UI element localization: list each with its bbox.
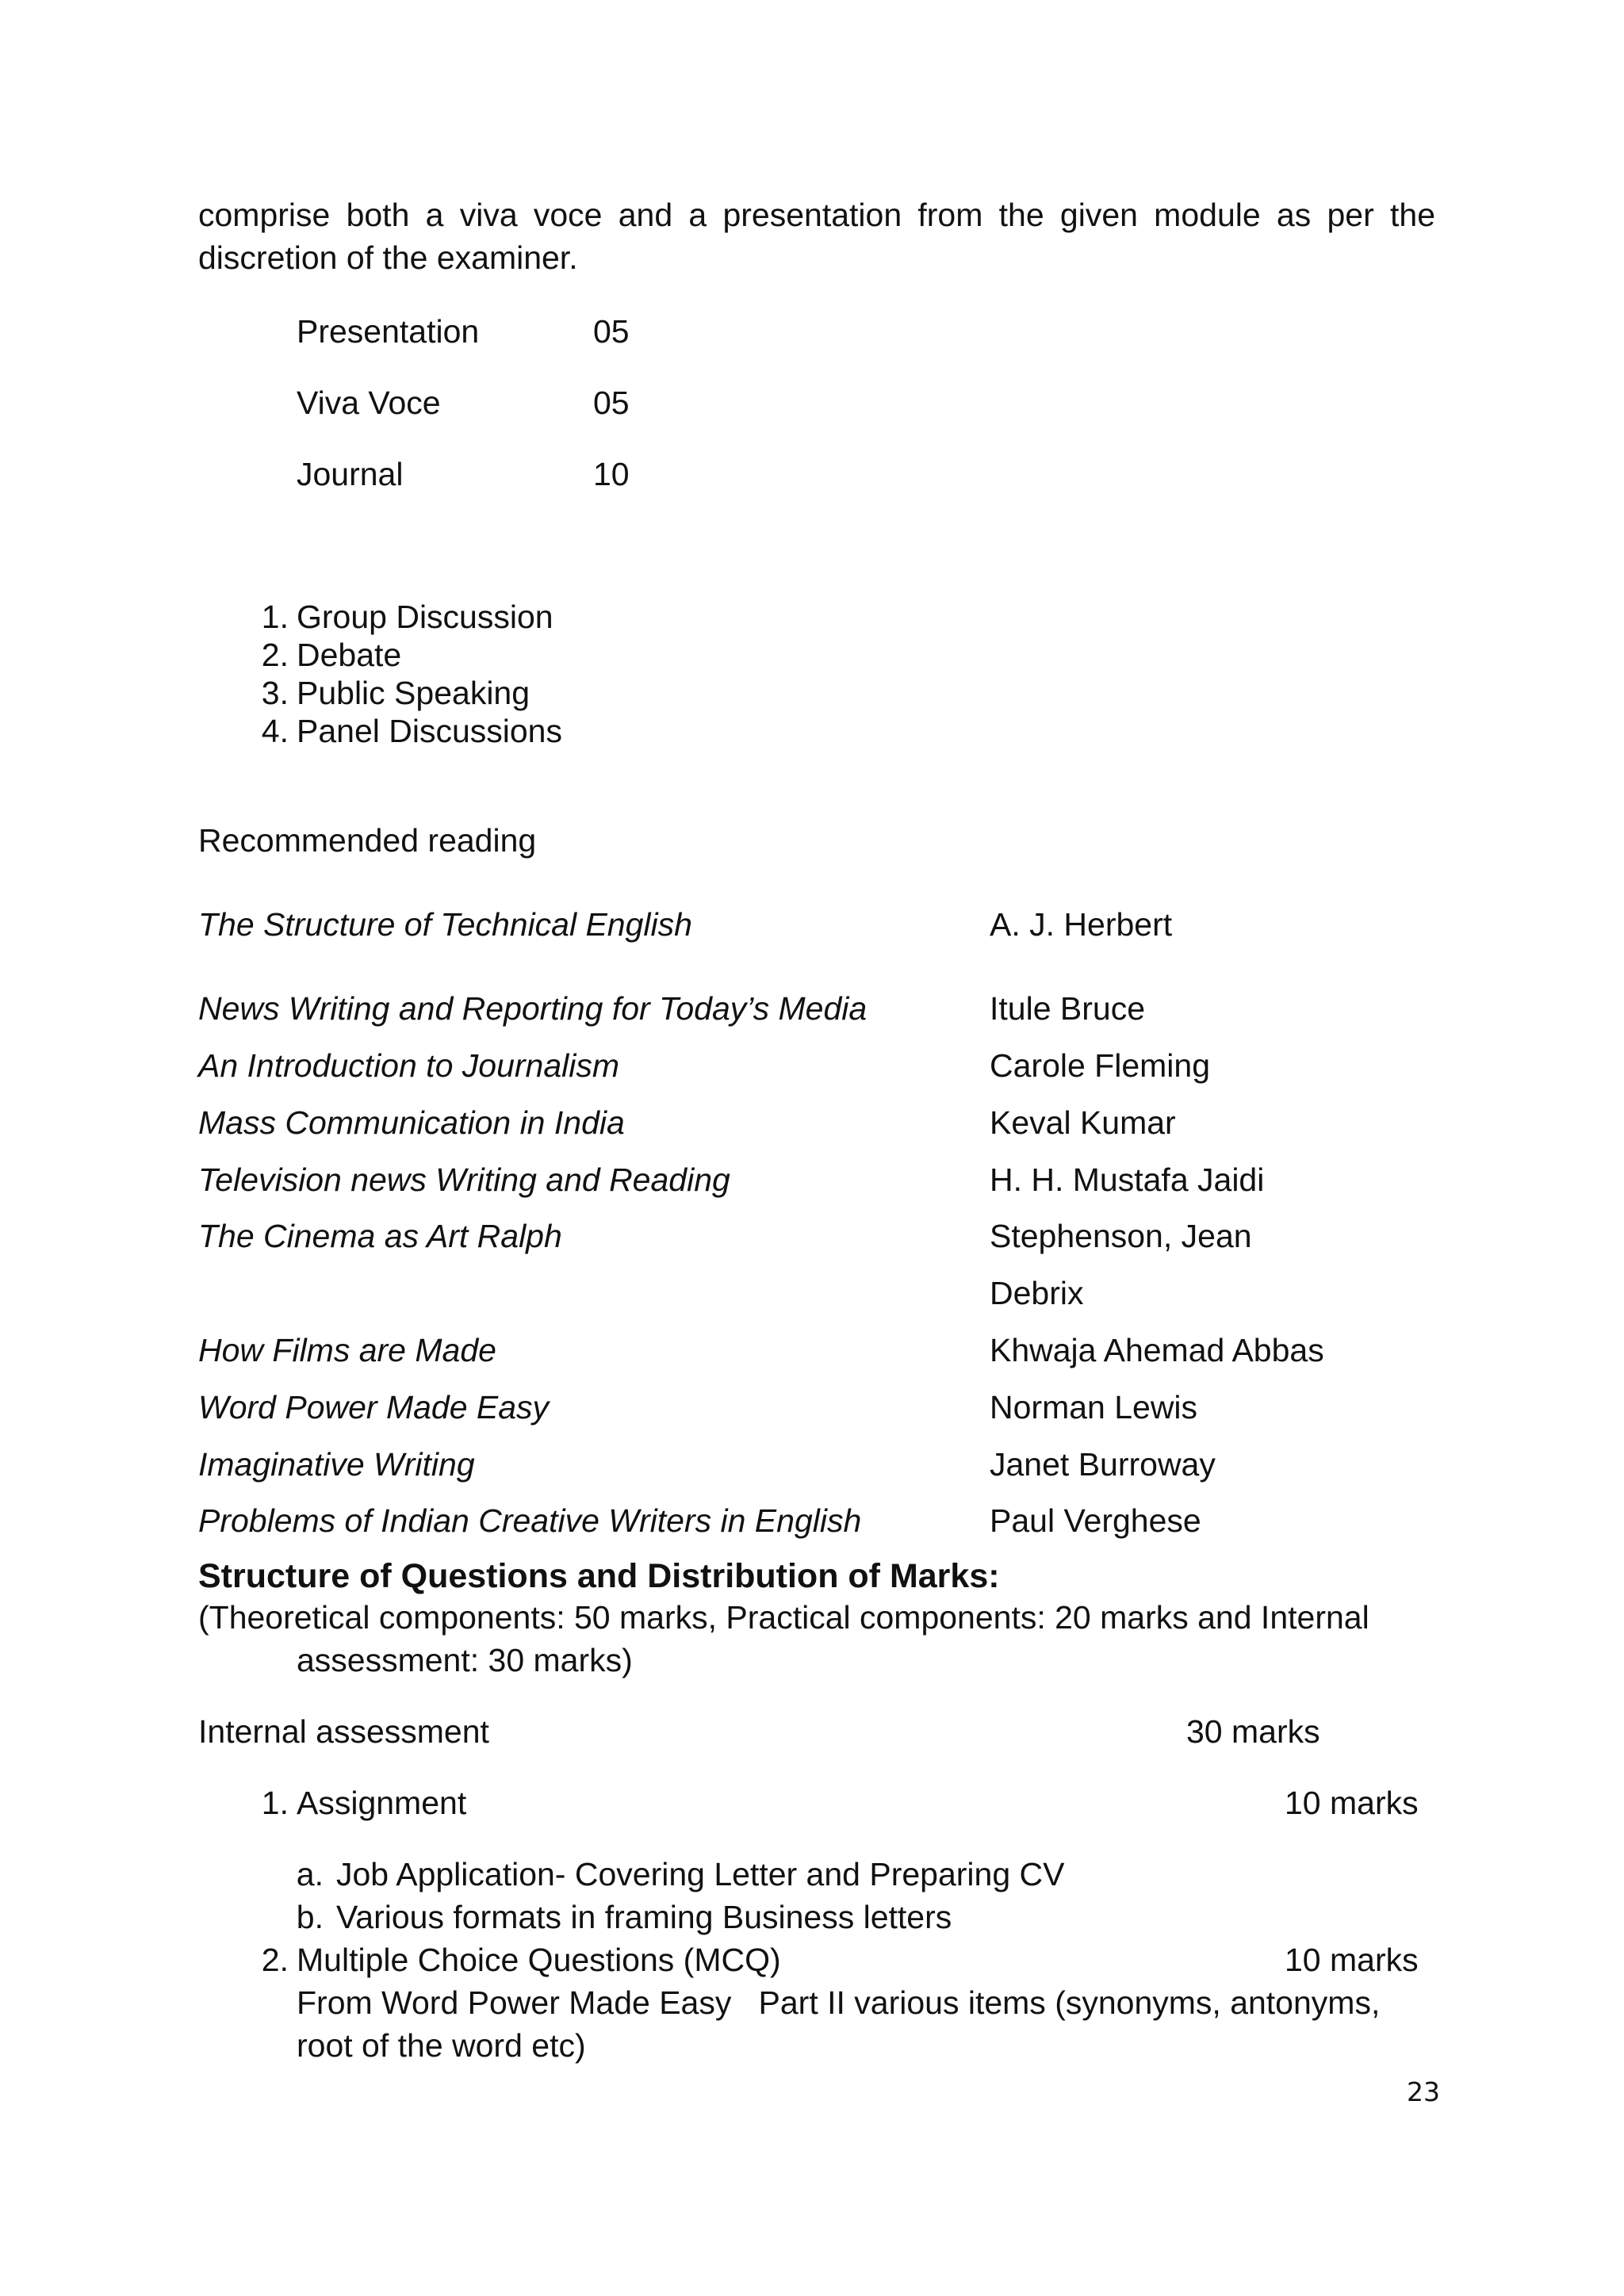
activity-item [239, 596, 553, 638]
reading-author: Norman Lewis [990, 1389, 1198, 1425]
activity-item [239, 672, 530, 714]
activity-item [239, 710, 562, 752]
sub-item-text: Job Application- Covering Letter and Preparing CV [336, 1856, 1065, 1892]
reading-title: The Structure of Technical English [198, 906, 692, 943]
list-number: 1. [261, 1785, 289, 1821]
marks-value-viva-voce: 05 [593, 385, 630, 421]
sub-item-letter: b. [296, 1899, 324, 1935]
mcq-detail-line-2: root of the word etc) [297, 2027, 586, 2064]
reading-author: Khwaja Ahemad Abbas [990, 1332, 1324, 1368]
reading-title: Mass Communication in India [198, 1104, 625, 1141]
mcq-marks: 10 marks [1285, 1942, 1419, 1978]
reading-author: A. J. Herbert [990, 906, 1173, 943]
structure-note-line-1: (Theoretical components: 50 marks, Practical components: 20 marks and Internal [198, 1599, 1369, 1636]
reading-title: Imaginative Writing [198, 1446, 475, 1483]
mcq-detail-line-1: From Word Power Made Easy Part II various items (synonyms, antonyms, [297, 1984, 1381, 2021]
reading-title: The Cinema as Art Ralph [198, 1218, 562, 1254]
activity-item [239, 634, 401, 676]
structure-note-line-2: assessment: 30 marks) [297, 1642, 633, 1678]
sub-item-letter: a. [296, 1856, 324, 1892]
assignment-item [239, 1782, 466, 1824]
reading-title: How Films are Made [198, 1332, 496, 1368]
marks-value-journal: 10 [593, 456, 630, 492]
reading-author: Stephenson, Jean [990, 1218, 1252, 1254]
list-number: 4. [261, 713, 289, 749]
internal-assessment-label: Internal assessment [198, 1713, 489, 1750]
activity-text: Panel Discussions [297, 713, 562, 749]
structure-heading: Structure of Questions and Distribution of Marks: [198, 1557, 1000, 1595]
sub-item [289, 1854, 1064, 1896]
reading-title: News Writing and Reporting for Today’s Media [198, 990, 868, 1027]
list-number: 2. [261, 1942, 289, 1978]
sub-item [289, 1896, 952, 1938]
sub-item-text: Various formats in framing Business letters [336, 1899, 952, 1935]
mcq-text: Multiple Choice Questions (MCQ) [297, 1942, 781, 1978]
activity-text: Public Speaking [297, 675, 530, 711]
list-number: 1. [261, 599, 289, 635]
assignment-marks: 10 marks [1285, 1785, 1419, 1821]
reading-title: Television news Writing and Reading [198, 1161, 730, 1198]
intro-paragraph: comprise both a viva voce and a presentation from the given module as per the discretion of the examiner. [198, 197, 1435, 276]
reading-author: Carole Fleming [990, 1047, 1210, 1084]
list-number: 2. [261, 637, 289, 673]
reading-author: Paul Verghese [990, 1502, 1201, 1539]
marks-label-viva-voce: Viva Voce [297, 385, 441, 421]
reading-author: Debrix [990, 1275, 1084, 1311]
list-number: 3. [261, 675, 289, 711]
reading-title: Word Power Made Easy [198, 1389, 550, 1425]
assignment-text: Assignment [297, 1785, 467, 1821]
reading-author: Itule Bruce [990, 990, 1145, 1027]
recommended-reading-heading: Recommended reading [198, 822, 537, 859]
activity-text: Group Discussion [297, 599, 553, 635]
reading-author: H. H. Mustafa Jaidi [990, 1161, 1265, 1198]
page-number: 23 [1407, 2076, 1440, 2107]
reading-title: An Introduction to Journalism [198, 1047, 619, 1084]
internal-assessment-marks: 30 marks [1186, 1713, 1320, 1750]
reading-author: Keval Kumar [990, 1104, 1176, 1141]
reading-author: Janet Burroway [990, 1446, 1216, 1483]
mcq-item [239, 1939, 781, 1981]
marks-label-journal: Journal [297, 456, 404, 492]
marks-value-presentation: 05 [593, 313, 630, 350]
marks-label-presentation: Presentation [297, 313, 480, 350]
reading-title: Problems of Indian Creative Writers in English [198, 1502, 862, 1539]
activity-text: Debate [297, 637, 402, 673]
